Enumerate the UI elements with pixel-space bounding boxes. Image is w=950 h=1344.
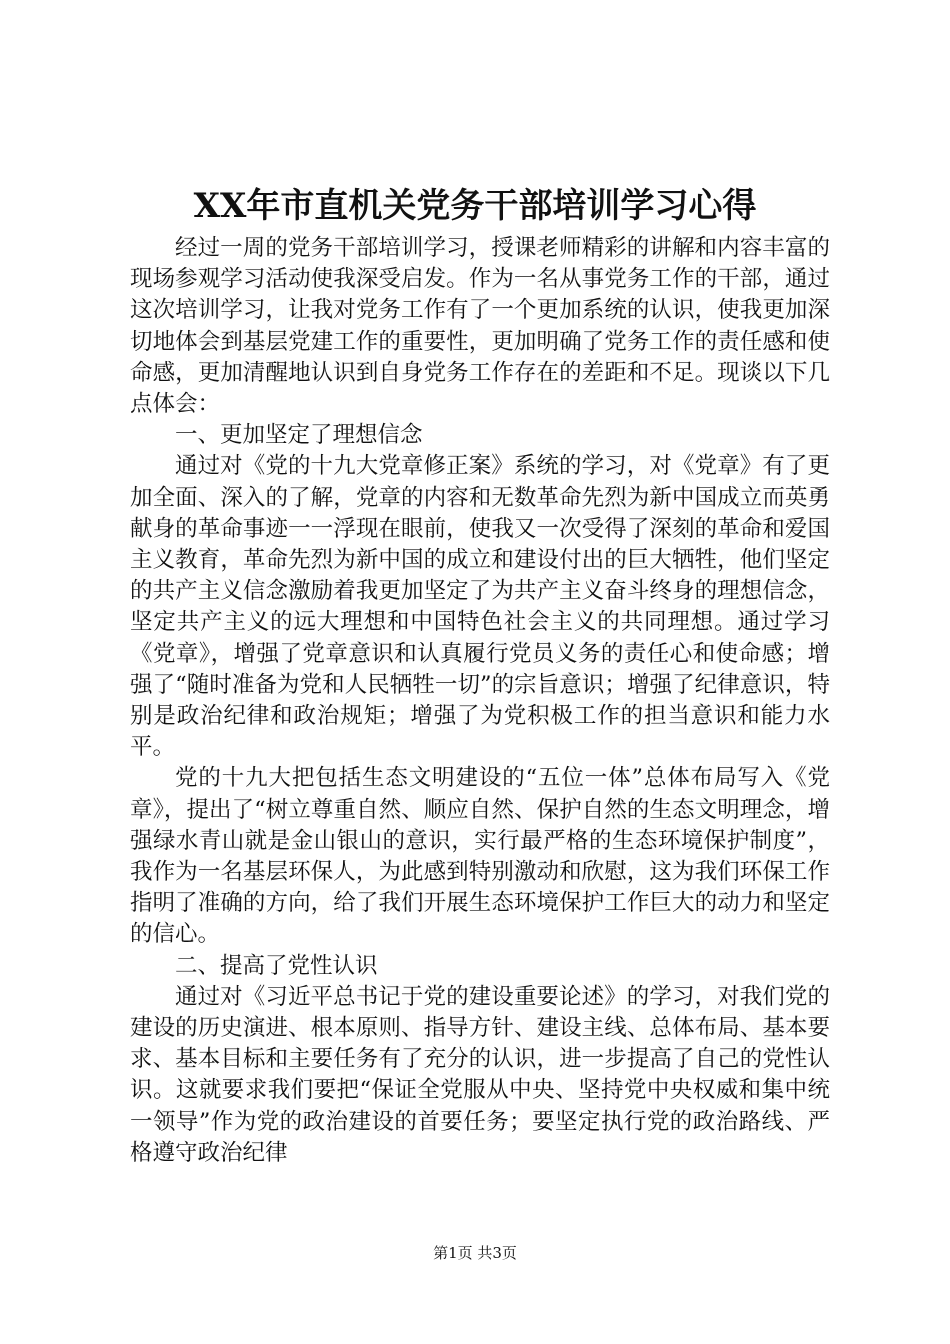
document-body: [130, 233, 830, 1169]
paragraph-section-2a: 通过对《习近平总书记于党的建设重要论述》的学习，对我们党的建设的历史演进、根本原则、指导方针、建设主线、总体布局、基本要求、基本目标和主要任务有了充分的认识，进一步提高了自己的党性认识。这就要求我们要把“保证全党服从中央、坚持党中央权威和集中统一领导”作为党的政治建设的首要任务；要坚定执行党的政治路线、严格遵守政治纪律: [130, 983, 830, 1166]
paragraph-intro: 经过一周的党务干部培训学习，授课老师精彩的讲解和内容丰富的现场参观学习活动使我深受启发。作为一名从事党务工作的干部，通过这次培训学习，让我对党务工作有了一个更加系统的认识，使我更加深切地体会到基层党建工作的重要性，更加明确了党务工作的责任感和使命感，更加清醒地认识到自身党务工作存在的差距和不足。现谈以下几点体会：: [130, 235, 830, 418]
paragraph-section-1b: 党的十九大把包括生态文明建设的“五位一体”总体布局写入《党章》，提出了“树立尊重自然、顺应自然、保护自然的生态文明理念，增强绿水青山就是金山银山的意识，实行最严格的生态环境保护制度”，我作为一名基层环保人，为此感到特别激动和欣慰，这为我们环保工作指明了准确的方向，给了我们开展生态环境保护工作巨大的动力和坚定的信心。: [130, 765, 830, 948]
document-title: XX年市直机关党务干部培训学习心得: [193, 186, 757, 226]
section-heading-2: 二、提高了党性认识: [175, 952, 378, 979]
paragraph-section-1a: 通过对《党的十九大党章修正案》系统的学习，对《党章》有了更加全面、深入的了解，党章的内容和无数革命先烈为新中国成立而英勇献身的革命事迹一一浮现在眼前，使我又一次受得了深刻的革命和爱国主义教育，革命先烈为新中国的成立和建设付出的巨大牺牲，他们坚定的共产主义信念激励着我更加坚定了为共产主义奋斗终身的理想信念，坚定共产主义的远大理想和中国特色社会主义的共同理想。通过学习《党章》，增强了党章意识和认真履行党员义务的责任心和使命感；增强了“随时准备为党和人民牺牲一切”的宗旨意识；增强了纪律意识，特别是政治纪律和政治规矩；增强了为党积极工作的担当意识和能力水平。: [130, 453, 830, 761]
section-heading-1: 一、更加坚定了理想信念: [175, 422, 423, 449]
page-footer: 第1页 共3页: [433, 1244, 517, 1262]
